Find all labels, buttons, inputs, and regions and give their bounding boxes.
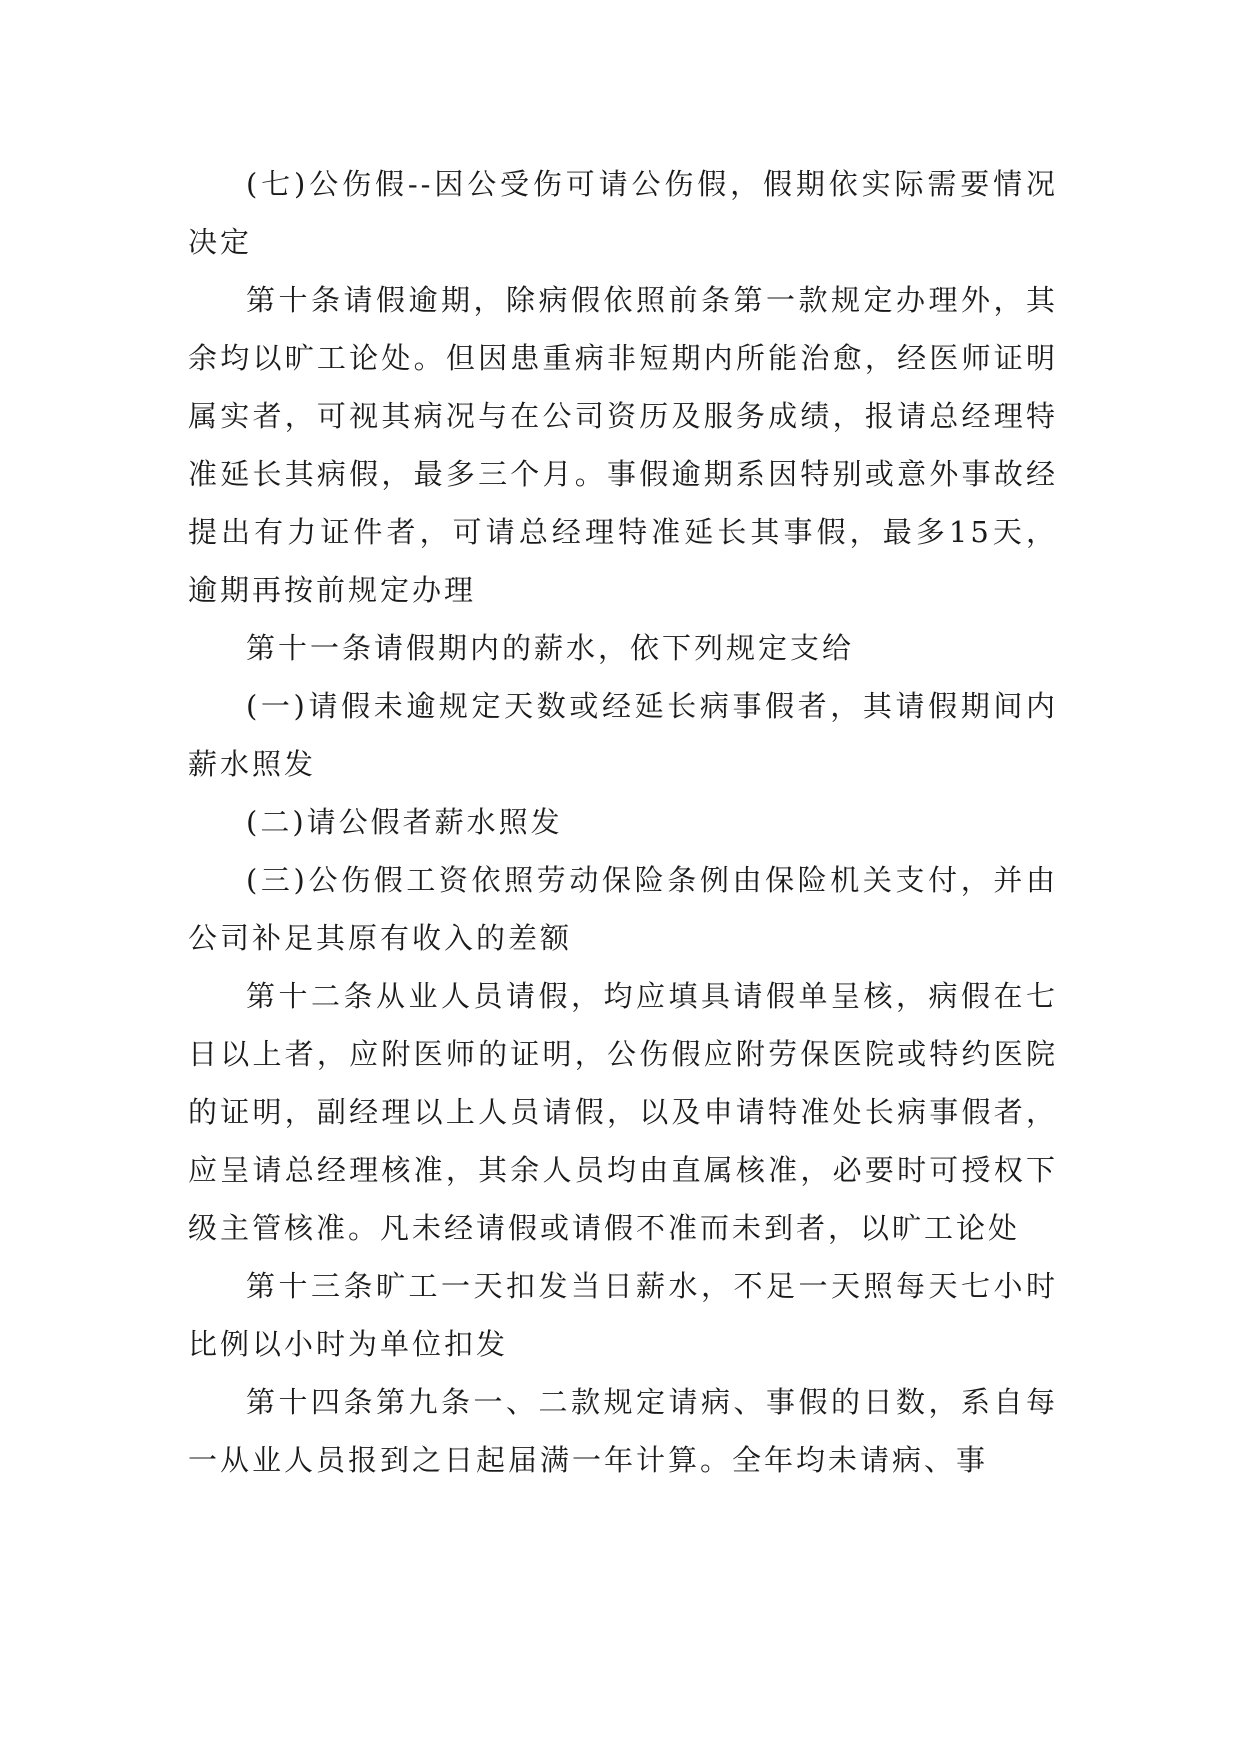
paragraph-article-11-item-2: (二)请公假者薪水照发	[246, 805, 563, 839]
paragraph-article-13: 第十三条旷工一天扣发当日薪水，不足一天照每天七小时比例以小时为单位扣发	[188, 1269, 1058, 1361]
paragraph-injury-leave: (七)公伤假--因公受伤可请公伤假，假期依实际需要情况决定	[188, 167, 1058, 259]
document-body	[188, 155, 1058, 1489]
paragraph-article-11: 第十一条请假期内的薪水，依下列规定支给	[246, 631, 855, 665]
paragraph-article-11-item-3: (三)公伤假工资依照劳动保险条例由保险机关支付，并由公司补足其原有收入的差额	[188, 863, 1058, 955]
paragraph-article-12: 第十二条从业人员请假，均应填具请假单呈核，病假在七日以上者，应附医师的证明，公伤假应附劳保医院或特约医院的证明，副经理以上人员请假，以及申请特准处长病事假者，应呈请总经理核准，其余人员均由直属核准，必要时可授权下级主管核准。凡未经请假或请假不准而未到者，以旷工论处	[188, 979, 1058, 1245]
paragraph-article-14: 第十四条第九条一、二款规定请病、事假的日数，系自每一从业人员报到之日起届满一年计算。全年均未请病、事	[188, 1385, 1058, 1477]
paragraph-article-11-item-1: (一)请假未逾规定天数或经延长病事假者，其请假期间内薪水照发	[188, 689, 1058, 781]
paragraph-article-10: 第十条请假逾期，除病假依照前条第一款规定办理外，其余均以旷工论处。但因患重病非短期内所能治愈，经医师证明属实者，可视其病况与在公司资历及服务成绩，报请总经理特准延长其病假，最多三个月。事假逾期系因特别或意外事故经提出有力证件者，可请总经理特准延长其事假，最多15天，逾期再按前规定办理	[188, 283, 1058, 607]
